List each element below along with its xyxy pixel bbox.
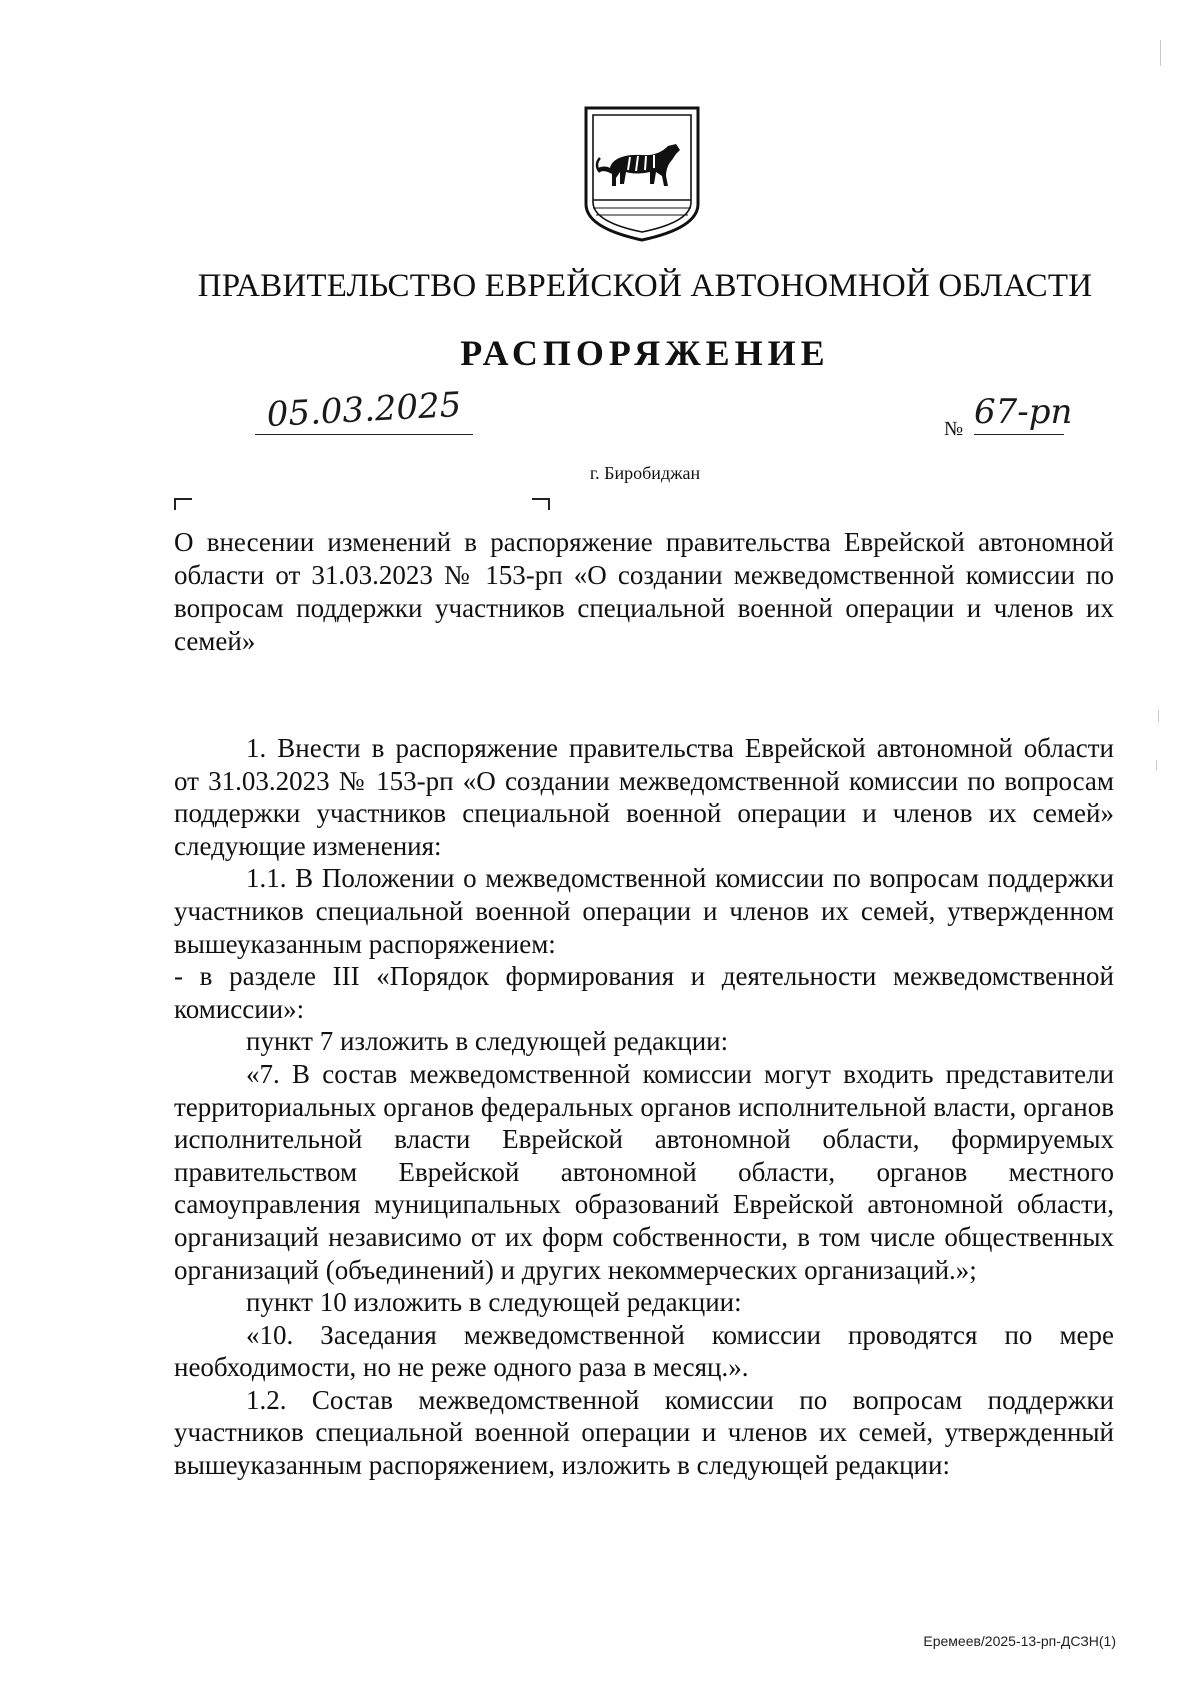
- city-label: г. Биробиджан: [589, 463, 701, 483]
- body-paragraph: 1.1. В Положении о межведомственной комиссии по вопросам поддержки участников специальной военной операции и членов их семей, утвержденном вышеуказанным распоряжением:: [174, 863, 1114, 959]
- subject-corner-left: [174, 498, 192, 510]
- subject-corner-right: [532, 498, 550, 510]
- document-date: 05.03.2025: [265, 384, 463, 436]
- body-paragraph: 1.2. Состав межведомственной комиссии по вопросам поддержки участников специальной военной операции и членов их семей, утвержденный вышеуказанным распоряжением, изложить в следующей редакции:: [174, 1384, 1114, 1481]
- scan-artifact: [1160, 40, 1161, 66]
- scan-artifact: [1158, 710, 1159, 722]
- body-paragraph: пункт 10 изложить в следующей редакции:: [246, 1287, 742, 1318]
- body-paragraph: - в разделе III «Порядок формирования и деятельности межведомственной комиссии»:: [174, 961, 1114, 1024]
- document-subject: О внесении изменений в распоряжение правительства Еврейской автономной области от 31.03.2023 № 153-рп «О создании межведомственной комиссии по вопросам поддержки участников специальной военной операции и членов их семей»: [174, 527, 1114, 656]
- date-underline: [255, 434, 473, 435]
- number-underline: [974, 434, 1064, 435]
- document-body: [174, 732, 1114, 1482]
- body-paragraph: «7. В состав межведомственной комиссии могут входить представители территориальных органов федеральных органов исполнительной власти, органов исполнительной власти Еврейской автономной области, формируемых правительством Еврейской автономной области, органов местного самоуправления муниципальных образований Еврейской автономной области, организаций независимо от их форм собственности, в том числе общественных организаций (объединений) и других некоммерческих организаций.»;: [174, 1058, 1114, 1285]
- scan-artifact: [1156, 760, 1157, 770]
- government-title: ПРАВИТЕЛЬСТВО ЕВРЕЙСКОЙ АВТОНОМНОЙ ОБЛАСТИ: [197, 268, 1093, 304]
- document-type-title: РАСПОРЯЖЕНИЕ: [460, 333, 830, 373]
- body-paragraph: пункт 7 изложить в следующей редакции:: [246, 1026, 729, 1057]
- document-number: 67-рп: [974, 392, 1073, 432]
- footer-code: Еремеев/2025-13-рп-ДСЗН(1): [923, 1633, 1116, 1649]
- coat-of-arms-icon: [582, 104, 702, 244]
- body-paragraph: 1. Внести в распоряжение правительства Еврейской автономной области от 31.03.2023 № 153-рп «О создании межведомственной комиссии по вопросам поддержки участников специальной военной операции и членов их семей» следующие изменения:: [174, 733, 1114, 861]
- number-sign: №: [944, 418, 964, 440]
- body-paragraph: «10. Заседания межведомственной комиссии проводятся по мере необходимости, но не реже одного раза в месяц.».: [174, 1319, 1114, 1383]
